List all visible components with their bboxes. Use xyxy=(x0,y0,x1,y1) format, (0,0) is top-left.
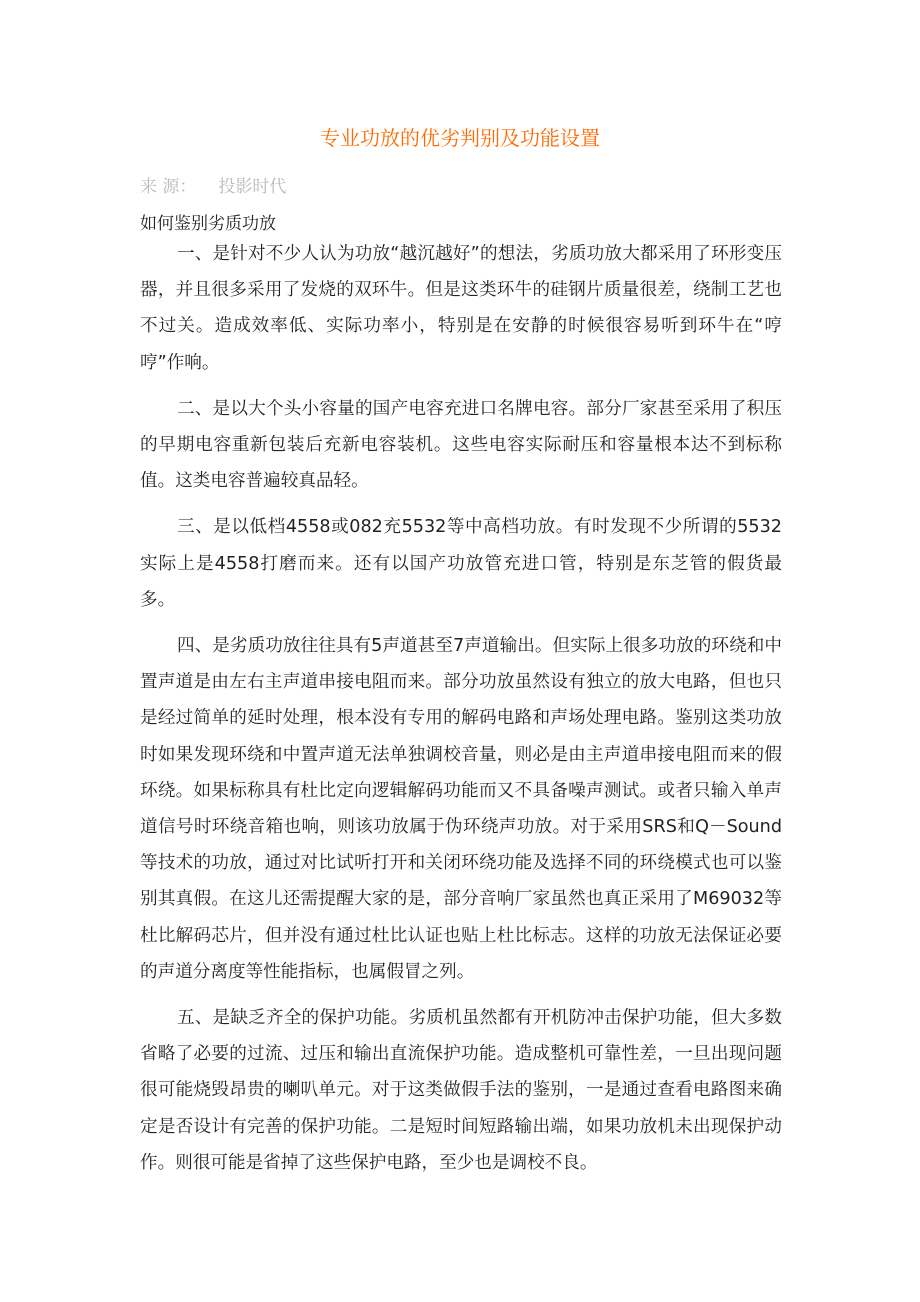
paragraph: 五、是缺乏齐全的保护功能。劣质机虽然都有开机防冲击保护功能，但大多数省略了必要的过流、过压和输出直流保护功能。造成整机可靠性差，一旦出现问题很可能烧毁昂贵的喇叭单元。对于这类做假手法的鉴别，一是通过查看电路图来确定是否设计有完善的保护功能。二是短时间短路输出端，如果功放机未出现保护动作。则很可能是省掉了这些保护电路，至少也是调校不良。 xyxy=(140,1008,782,1173)
paragraph: 一、是针对不少人认为功放“越沉越好”的想法，劣质功放大都采用了环形变压器，并且很多采用了发烧的双环牛。但是这类环牛的硅钢片质量很差，绕制工艺也不过关。造成效率低、实际功率小，特别是在安静的时候很容易听到环牛在“哼哼”作响。 xyxy=(140,244,782,373)
paragraph: 二、是以大个头小容量的国产电容充进口名牌电容。部分厂家甚至采用了积压的早期电容重新包装后充新电容装机。这些电容实际耐压和容量根本达不到标称值。这类电容普遍较真品轻。 xyxy=(140,398,782,492)
document-title: 专业功放的优劣判别及功能设置 xyxy=(320,126,600,150)
source-label: 来 源： xyxy=(140,177,197,197)
source-value: 投影时代 xyxy=(218,177,287,197)
paragraph: 三、是以低档4558或082充5532等中高档功放。有时发现不少所谓的5532实际上是4558打磨而来。还有以国产功放管充进口管，特别是东芝管的假货最多。 xyxy=(140,517,782,610)
source-line xyxy=(140,172,286,197)
document-body xyxy=(140,236,782,1191)
paragraph: 四、是劣质功放往往具有5声道甚至7声道输出。但实际上很多功放的环绕和中置声道是由左右主声道串接电阻而来。部分功放虽然设有独立的放大电路，但也只是经过简单的延时处理，根本没有专用的解码电路和声场处理电路。鉴别这类功放时如果发现环绕和中置声道无法单独调校音量，则必是由主声道串接电阻而来的假环绕。如果标称具有杜比定向逻辑解码功能而又不具备噪声测试。或者只输入单声道信号时环绕音箱也响，则该功放属于伪环绕声功放。对于采用SRS和Q－Sound等技术的功放，通过对比试听打开和关闭环绕功能及选择不同的环绕模式也可以鉴别其真假。在这儿还需提醒大家的是，部分音响厂家虽然也真正采用了M69032等杜比解码芯片，但并没有通过杜比认证也贴上杜比标志。这样的功放无法保证必要的声道分离度等性能指标，也属假冒之列。 xyxy=(140,636,782,982)
section-heading: 如何鉴别劣质功放 xyxy=(140,214,276,234)
